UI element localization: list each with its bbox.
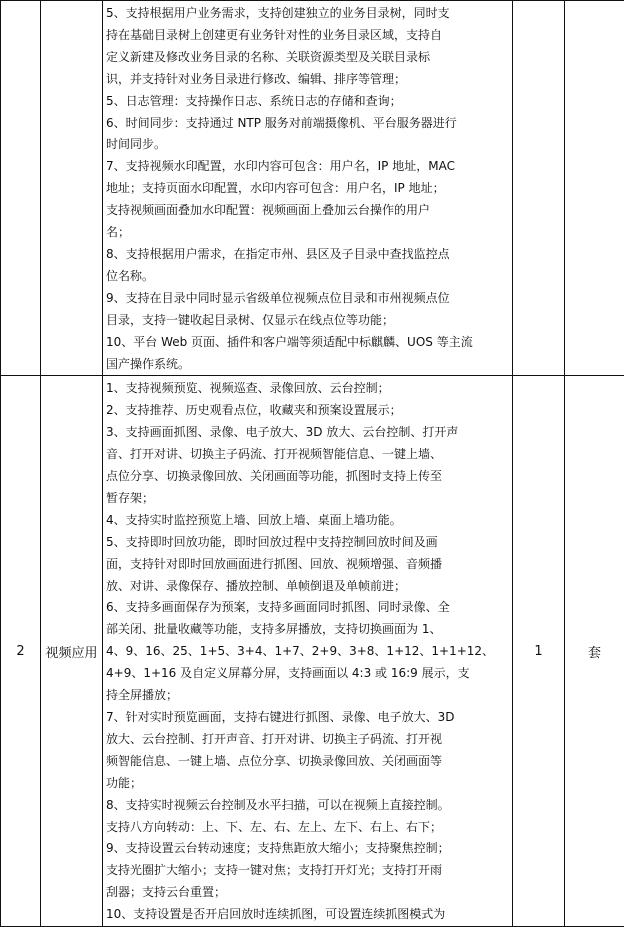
description-line: 放、对讲、录像保存、播放控制、单帧倒退及单帧前进； xyxy=(106,576,509,598)
description-line: 国产操作系统。 xyxy=(106,354,509,376)
description-line: 频智能信息、一键上墙、点位分享、切换录像回放、关闭画面等 xyxy=(106,751,509,773)
description-line: 定义新建及修改业务目录的名称、关联资源类型及关联目录标 xyxy=(106,47,509,69)
description-line: 1、支持视频预览、视频巡查、录像回放、云台控制； xyxy=(106,378,509,400)
description-line: 5、支持即时回放功能，即时回放过程中支持控制回放时间及画 xyxy=(106,532,509,554)
description-line: 音、打开对讲、切换主子码流、打开视频智能信息、一键上墙、 xyxy=(106,444,509,466)
description-line: 名； xyxy=(106,222,509,244)
description-line: 支持视频画面叠加水印配置：视频画面上叠加云台操作的用户 xyxy=(106,200,509,222)
item-description-cell xyxy=(103,376,513,927)
item-unit-cell xyxy=(565,1,624,376)
description-line: 10、支持设置是否开启回放时连续抓图，可设置连续抓图模式为 xyxy=(106,904,509,926)
description-line: 9、支持设置云台转动速度；支持焦距放大缩小；支持聚焦控制； xyxy=(106,838,509,860)
description-line: 持全屏播放； xyxy=(106,685,509,707)
description-line: 地址；支持页面水印配置，水印内容可包含：用户名，IP 地址； xyxy=(106,178,509,200)
item-description-cell xyxy=(103,1,513,376)
description-line: 支持八方向转动：上、下、左、右、左上、左下、右上、右下； xyxy=(106,817,509,839)
description-line: 支持光圈扩大缩小；支持一键对焦；支持打开灯光；支持打开雨 xyxy=(106,860,509,882)
description-lines xyxy=(106,3,509,375)
item-quantity-cell: 1 xyxy=(513,376,565,927)
item-number-cell: 2 xyxy=(1,376,41,927)
description-line: 6、支持多画面保存为预案，支持多画面同时抓图、同时录像、全 xyxy=(106,597,509,619)
description-line: 9、支持在目录中同时显示省级单位视频点位目录和市州视频点位 xyxy=(106,288,509,310)
description-line: 面，支持针对即时回放画面进行抓图、回放、视频增强、音频播 xyxy=(106,554,509,576)
description-line: 8、支持根据用户需求，在指定市州、县区及子目录中查找监控点 xyxy=(106,244,509,266)
description-line: 功能； xyxy=(106,773,509,795)
description-line: 6、时间同步：支持通过 NTP 服务对前端摄像机、平台服务器进行 xyxy=(106,113,509,135)
description-line: 部关闭、批量收藏等功能，支持多屏播放，支持切换画面为 1、 xyxy=(106,619,509,641)
description-line: 暂存架； xyxy=(106,488,509,510)
description-line: 识，并支持针对业务目录进行修改、编辑、排序等管理； xyxy=(106,69,509,91)
description-line: 目录，支持一键收起目录树、仅显示在线点位等功能； xyxy=(106,310,509,332)
description-line: 4+9、1+16 及自定义屏幕分屏，支持画面以 4:3 或 16:9 展示，支 xyxy=(106,663,509,685)
description-lines xyxy=(106,378,509,926)
description-line: 2、支持推荐、历史观看点位，收藏夹和预案设置展示； xyxy=(106,400,509,422)
item-number-cell xyxy=(1,1,41,376)
table-row xyxy=(1,376,624,927)
item-name-cell: 视频应用 xyxy=(41,376,103,927)
description-line: 5、支持根据用户业务需求，支持创建独立的业务目录树，同时支 xyxy=(106,3,509,25)
description-line: 点位分享、切换录像回放、关闭画面等功能，抓图时支持上传至 xyxy=(106,466,509,488)
description-line: 5、日志管理：支持操作日志、系统日志的存储和查询； xyxy=(106,91,509,113)
description-line: 时间同步。 xyxy=(106,134,509,156)
description-line: 10、平台 Web 页面、插件和客户端等须适配中标麒麟、UOS 等主流 xyxy=(106,332,509,354)
description-line: 持在基础目录树上创建更有业务针对性的业务目录区域，支持自 xyxy=(106,25,509,47)
description-line: 放大、云台控制、打开声音、打开对讲、切换主子码流、打开视 xyxy=(106,729,509,751)
item-unit-cell: 套 xyxy=(565,376,624,927)
description-line: 刮器；支持云台重置； xyxy=(106,882,509,904)
description-line: 3、支持画面抓图、录像、电子放大、3D 放大、云台控制、打开声 xyxy=(106,422,509,444)
table-row xyxy=(1,1,624,376)
description-line: 7、针对实时预览画面，支持右键进行抓图、录像、电子放大、3D xyxy=(106,707,509,729)
item-quantity-cell xyxy=(513,1,565,376)
item-name-cell xyxy=(41,1,103,376)
description-line: 4、支持实时监控预览上墙、回放上墙、桌面上墙功能。 xyxy=(106,510,509,532)
description-line: 位名称。 xyxy=(106,266,509,288)
description-line: 8、支持实时视频云台控制及水平扫描，可以在视频上直接控制。 xyxy=(106,795,509,817)
description-line: 7、支持视频水印配置，水印内容可包含：用户名，IP 地址，MAC xyxy=(106,156,509,178)
description-line: 4、9、16、25、1+5、3+4、1+7、2+9、3+8、1+12、1+1+12、 xyxy=(106,641,509,663)
